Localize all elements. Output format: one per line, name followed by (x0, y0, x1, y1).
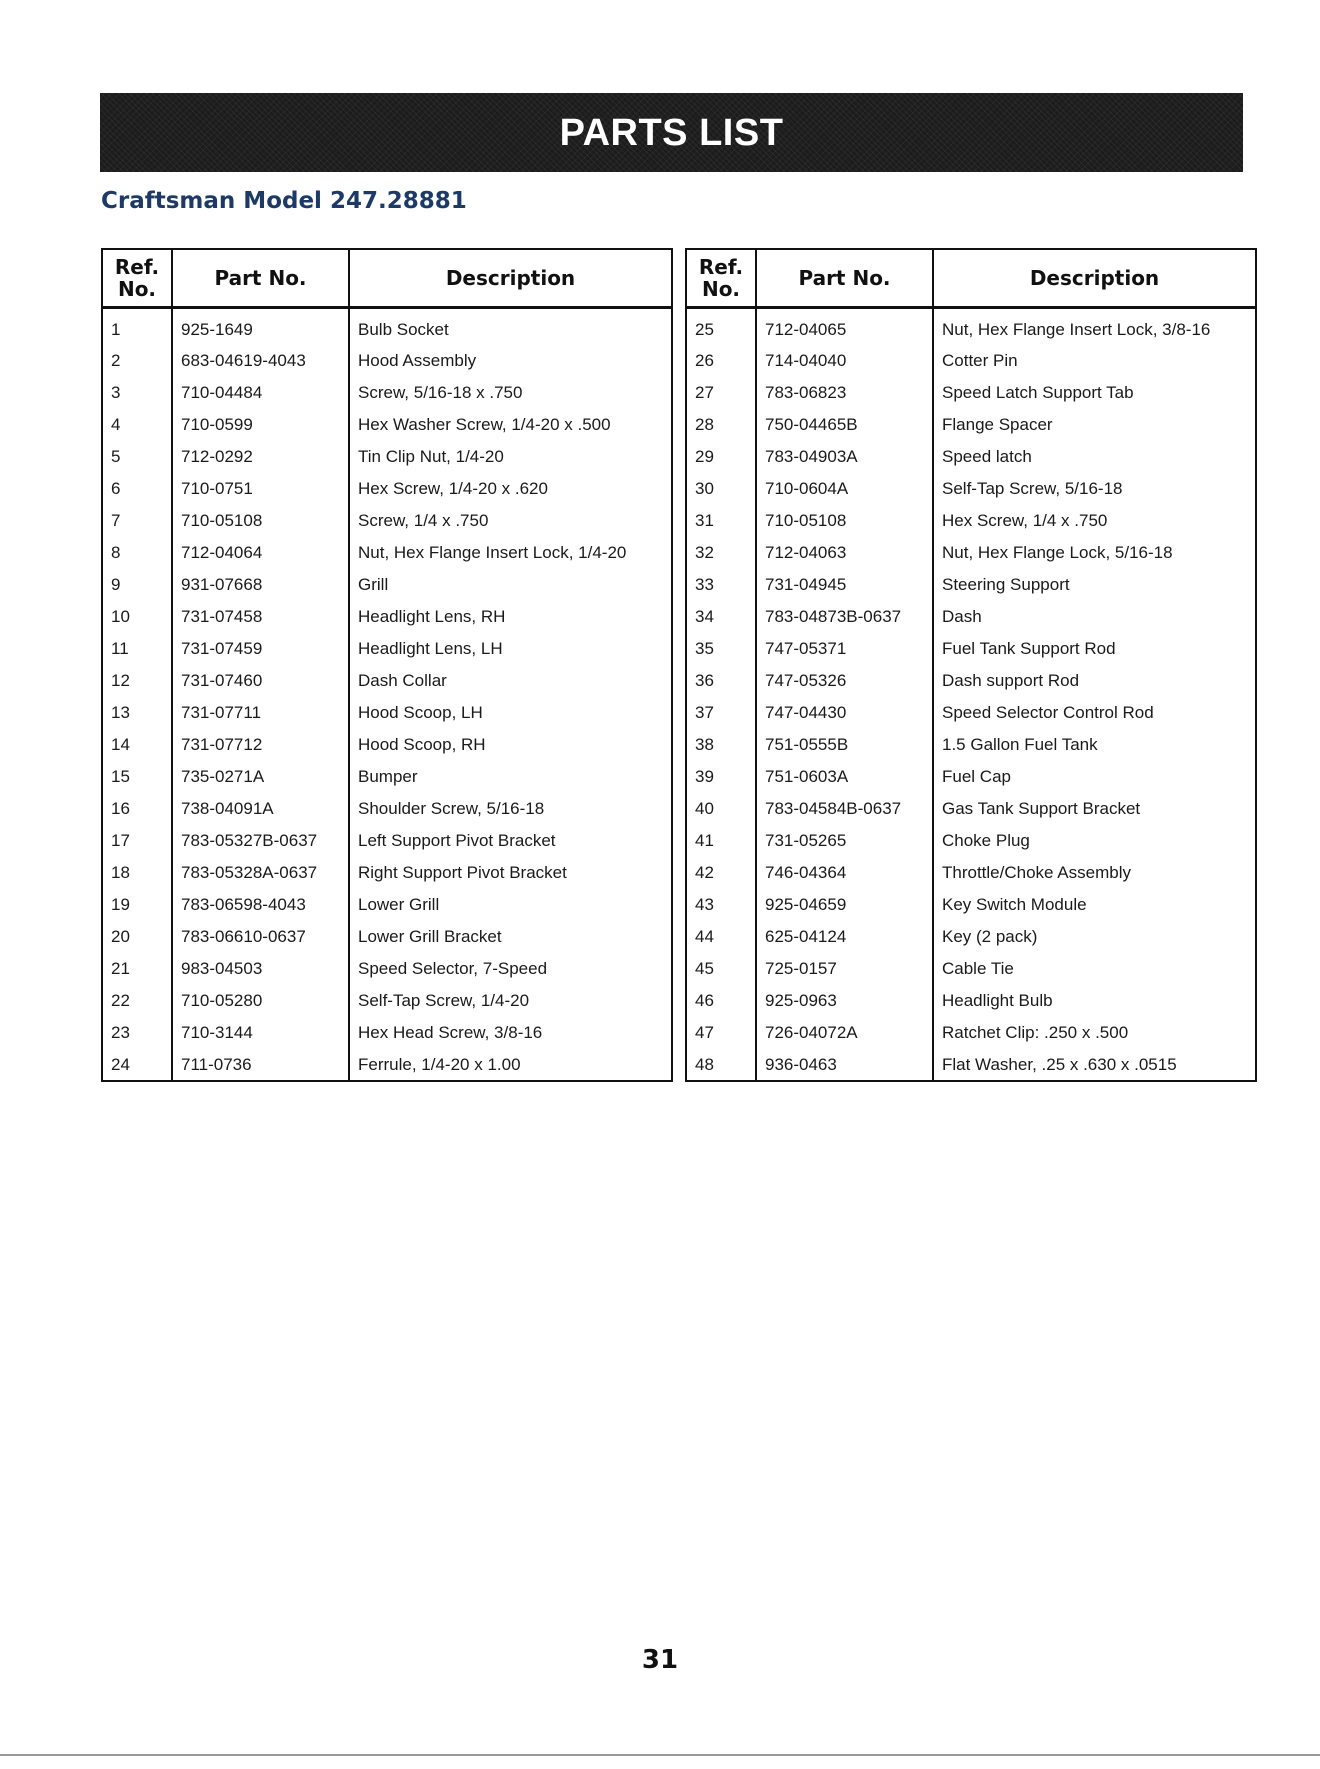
part-no-cell: 783-04903A (756, 441, 933, 473)
ref-no-cell: 28 (686, 409, 756, 441)
description-cell: Hex Washer Screw, 1/4-20 x .500 (349, 409, 672, 441)
table-row (102, 985, 672, 1017)
header-ref-no: Ref. No. (102, 249, 172, 307)
ref-no-cell: 25 (686, 307, 756, 345)
part-no-cell: 710-05280 (172, 985, 349, 1017)
table-row (686, 793, 1256, 825)
ref-no-cell: 40 (686, 793, 756, 825)
description-cell: Right Support Pivot Bracket (349, 857, 672, 889)
ref-no-cell: 2 (102, 345, 172, 377)
part-no-cell: 783-06610-0637 (172, 921, 349, 953)
table-row (102, 633, 672, 665)
ref-no-cell: 35 (686, 633, 756, 665)
ref-no-cell: 4 (102, 409, 172, 441)
table-row (102, 857, 672, 889)
ref-no-cell: 22 (102, 985, 172, 1017)
ref-no-cell: 46 (686, 985, 756, 1017)
ref-no-cell: 12 (102, 665, 172, 697)
table-row (686, 825, 1256, 857)
part-no-cell: 714-04040 (756, 345, 933, 377)
table-row (686, 307, 1256, 345)
part-no-cell: 925-0963 (756, 985, 933, 1017)
table-row (102, 889, 672, 921)
part-no-cell: 711-0736 (172, 1049, 349, 1081)
ref-no-cell: 13 (102, 697, 172, 729)
description-cell: Self-Tap Screw, 5/16-18 (933, 473, 1256, 505)
description-cell: Headlight Lens, LH (349, 633, 672, 665)
ref-no-cell: 42 (686, 857, 756, 889)
description-cell: Bulb Socket (349, 307, 672, 345)
ref-no-cell: 43 (686, 889, 756, 921)
bottom-divider (0, 1754, 1320, 1756)
parts-table-left-body (102, 307, 672, 1081)
table-row (102, 921, 672, 953)
part-no-cell: 731-04945 (756, 569, 933, 601)
part-no-cell: 747-04430 (756, 697, 933, 729)
part-no-cell: 726-04072A (756, 1017, 933, 1049)
part-no-cell: 751-0555B (756, 729, 933, 761)
ref-no-cell: 30 (686, 473, 756, 505)
part-no-cell: 625-04124 (756, 921, 933, 953)
description-cell: Speed Selector, 7-Speed (349, 953, 672, 985)
ref-no-cell: 16 (102, 793, 172, 825)
table-row (102, 729, 672, 761)
description-cell: Steering Support (933, 569, 1256, 601)
part-no-cell: 735-0271A (172, 761, 349, 793)
description-cell: Headlight Bulb (933, 985, 1256, 1017)
ref-no-cell: 7 (102, 505, 172, 537)
ref-no-cell: 48 (686, 1049, 756, 1081)
part-no-cell: 746-04364 (756, 857, 933, 889)
ref-no-cell: 39 (686, 761, 756, 793)
part-no-cell: 731-07458 (172, 601, 349, 633)
ref-no-cell: 26 (686, 345, 756, 377)
description-cell: Fuel Tank Support Rod (933, 633, 1256, 665)
table-row (686, 1049, 1256, 1081)
part-no-cell: 738-04091A (172, 793, 349, 825)
table-row (686, 537, 1256, 569)
ref-no-cell: 29 (686, 441, 756, 473)
ref-no-cell: 20 (102, 921, 172, 953)
description-cell: Ratchet Clip: .250 x .500 (933, 1017, 1256, 1049)
part-no-cell: 783-06598-4043 (172, 889, 349, 921)
part-no-cell: 712-0292 (172, 441, 349, 473)
ref-no-cell: 8 (102, 537, 172, 569)
model-heading: Craftsman Model 247.28881 (101, 188, 467, 214)
table-row (102, 473, 672, 505)
description-cell: Lower Grill Bracket (349, 921, 672, 953)
description-cell: Shoulder Screw, 5/16-18 (349, 793, 672, 825)
part-no-cell: 712-04065 (756, 307, 933, 345)
table-row (686, 697, 1256, 729)
description-cell: Hood Assembly (349, 345, 672, 377)
table-row (686, 665, 1256, 697)
ref-no-cell: 15 (102, 761, 172, 793)
part-no-cell: 710-0751 (172, 473, 349, 505)
part-no-cell: 747-05371 (756, 633, 933, 665)
table-row (102, 953, 672, 985)
part-no-cell: 731-05265 (756, 825, 933, 857)
part-no-cell: 731-07712 (172, 729, 349, 761)
part-no-cell: 710-05108 (756, 505, 933, 537)
table-row (102, 825, 672, 857)
part-no-cell: 783-05328A-0637 (172, 857, 349, 889)
table-row (686, 1017, 1256, 1049)
part-no-cell: 731-07711 (172, 697, 349, 729)
table-row (102, 761, 672, 793)
page-title: PARTS LIST (559, 112, 784, 154)
ref-no-cell: 17 (102, 825, 172, 857)
description-cell: 1.5 Gallon Fuel Tank (933, 729, 1256, 761)
parts-table-left (101, 248, 673, 1082)
table-header-row (102, 249, 672, 307)
ref-no-cell: 10 (102, 601, 172, 633)
description-cell: Throttle/Choke Assembly (933, 857, 1256, 889)
part-no-cell: 747-05326 (756, 665, 933, 697)
description-cell: Nut, Hex Flange Insert Lock, 3/8-16 (933, 307, 1256, 345)
table-row (102, 441, 672, 473)
description-cell: Ferrule, 1/4-20 x 1.00 (349, 1049, 672, 1081)
description-cell: Dash (933, 601, 1256, 633)
table-row (102, 1017, 672, 1049)
part-no-cell: 783-06823 (756, 377, 933, 409)
part-no-cell: 783-04584B-0637 (756, 793, 933, 825)
table-row (102, 697, 672, 729)
description-cell: Flange Spacer (933, 409, 1256, 441)
ref-no-cell: 45 (686, 953, 756, 985)
part-no-cell: 710-05108 (172, 505, 349, 537)
description-cell: Speed Selector Control Rod (933, 697, 1256, 729)
part-no-cell: 731-07459 (172, 633, 349, 665)
ref-no-cell: 19 (102, 889, 172, 921)
part-no-cell: 725-0157 (756, 953, 933, 985)
parts-table-right-body (686, 307, 1256, 1081)
ref-no-cell: 38 (686, 729, 756, 761)
part-no-cell: 750-04465B (756, 409, 933, 441)
part-no-cell: 925-1649 (172, 307, 349, 345)
table-row (686, 633, 1256, 665)
ref-no-cell: 27 (686, 377, 756, 409)
description-cell: Flat Washer, .25 x .630 x .0515 (933, 1049, 1256, 1081)
table-row (686, 761, 1256, 793)
description-cell: Gas Tank Support Bracket (933, 793, 1256, 825)
table-row (102, 377, 672, 409)
description-cell: Key (2 pack) (933, 921, 1256, 953)
ref-no-cell: 44 (686, 921, 756, 953)
ref-no-cell: 18 (102, 857, 172, 889)
ref-no-cell: 37 (686, 697, 756, 729)
title-banner (100, 93, 1243, 172)
description-cell: Tin Clip Nut, 1/4-20 (349, 441, 672, 473)
table-row (102, 569, 672, 601)
part-no-cell: 936-0463 (756, 1049, 933, 1081)
table-row (102, 793, 672, 825)
page-number: 31 (641, 1645, 679, 1675)
description-cell: Hex Screw, 1/4-20 x .620 (349, 473, 672, 505)
part-no-cell: 783-05327B-0637 (172, 825, 349, 857)
description-cell: Hex Screw, 1/4 x .750 (933, 505, 1256, 537)
part-no-cell: 931-07668 (172, 569, 349, 601)
description-cell: Dash Collar (349, 665, 672, 697)
part-no-cell: 925-04659 (756, 889, 933, 921)
part-no-cell: 710-0599 (172, 409, 349, 441)
description-cell: Cable Tie (933, 953, 1256, 985)
description-cell: Key Switch Module (933, 889, 1256, 921)
table-row (686, 953, 1256, 985)
table-header-row (686, 249, 1256, 307)
table-row (686, 377, 1256, 409)
description-cell: Speed Latch Support Tab (933, 377, 1256, 409)
ref-no-cell: 1 (102, 307, 172, 345)
table-row (686, 601, 1256, 633)
header-description: Description (349, 249, 672, 307)
part-no-cell: 712-04063 (756, 537, 933, 569)
description-cell: Left Support Pivot Bracket (349, 825, 672, 857)
description-cell: Hex Head Screw, 3/8-16 (349, 1017, 672, 1049)
header-part-no: Part No. (756, 249, 933, 307)
description-cell: Self-Tap Screw, 1/4-20 (349, 985, 672, 1017)
table-row (686, 921, 1256, 953)
table-row (102, 345, 672, 377)
part-no-cell: 712-04064 (172, 537, 349, 569)
description-cell: Nut, Hex Flange Insert Lock, 1/4-20 (349, 537, 672, 569)
description-cell: Dash support Rod (933, 665, 1256, 697)
table-row (102, 537, 672, 569)
header-description: Description (933, 249, 1256, 307)
ref-no-cell: 32 (686, 537, 756, 569)
ref-no-cell: 14 (102, 729, 172, 761)
table-row (686, 505, 1256, 537)
table-row (686, 409, 1256, 441)
ref-no-cell: 47 (686, 1017, 756, 1049)
description-cell: Hood Scoop, RH (349, 729, 672, 761)
ref-no-cell: 41 (686, 825, 756, 857)
table-row (102, 665, 672, 697)
ref-no-cell: 3 (102, 377, 172, 409)
table-row (102, 409, 672, 441)
part-no-cell: 783-04873B-0637 (756, 601, 933, 633)
header-ref-no: Ref. No. (686, 249, 756, 307)
description-cell: Choke Plug (933, 825, 1256, 857)
table-row (102, 307, 672, 345)
ref-no-cell: 21 (102, 953, 172, 985)
table-row (686, 345, 1256, 377)
table-row (102, 505, 672, 537)
part-no-cell: 710-0604A (756, 473, 933, 505)
description-cell: Speed latch (933, 441, 1256, 473)
ref-no-cell: 36 (686, 665, 756, 697)
ref-no-cell: 5 (102, 441, 172, 473)
ref-no-cell: 6 (102, 473, 172, 505)
table-row (686, 857, 1256, 889)
ref-no-cell: 23 (102, 1017, 172, 1049)
table-row (686, 473, 1256, 505)
table-row (102, 1049, 672, 1081)
description-cell: Hood Scoop, LH (349, 697, 672, 729)
description-cell: Cotter Pin (933, 345, 1256, 377)
description-cell: Headlight Lens, RH (349, 601, 672, 633)
description-cell: Grill (349, 569, 672, 601)
header-part-no: Part No. (172, 249, 349, 307)
description-cell: Fuel Cap (933, 761, 1256, 793)
description-cell: Nut, Hex Flange Lock, 5/16-18 (933, 537, 1256, 569)
description-cell: Screw, 5/16-18 x .750 (349, 377, 672, 409)
ref-no-cell: 9 (102, 569, 172, 601)
description-cell: Bumper (349, 761, 672, 793)
part-no-cell: 710-3144 (172, 1017, 349, 1049)
ref-no-cell: 24 (102, 1049, 172, 1081)
table-row (686, 889, 1256, 921)
ref-no-cell: 11 (102, 633, 172, 665)
description-cell: Lower Grill (349, 889, 672, 921)
part-no-cell: 710-04484 (172, 377, 349, 409)
part-no-cell: 731-07460 (172, 665, 349, 697)
ref-no-cell: 31 (686, 505, 756, 537)
table-row (686, 441, 1256, 473)
table-row (686, 729, 1256, 761)
part-no-cell: 751-0603A (756, 761, 933, 793)
table-row (102, 601, 672, 633)
table-row (686, 985, 1256, 1017)
description-cell: Screw, 1/4 x .750 (349, 505, 672, 537)
part-no-cell: 683-04619-4043 (172, 345, 349, 377)
table-row (686, 569, 1256, 601)
ref-no-cell: 33 (686, 569, 756, 601)
part-no-cell: 983-04503 (172, 953, 349, 985)
parts-table-right (685, 248, 1257, 1082)
ref-no-cell: 34 (686, 601, 756, 633)
